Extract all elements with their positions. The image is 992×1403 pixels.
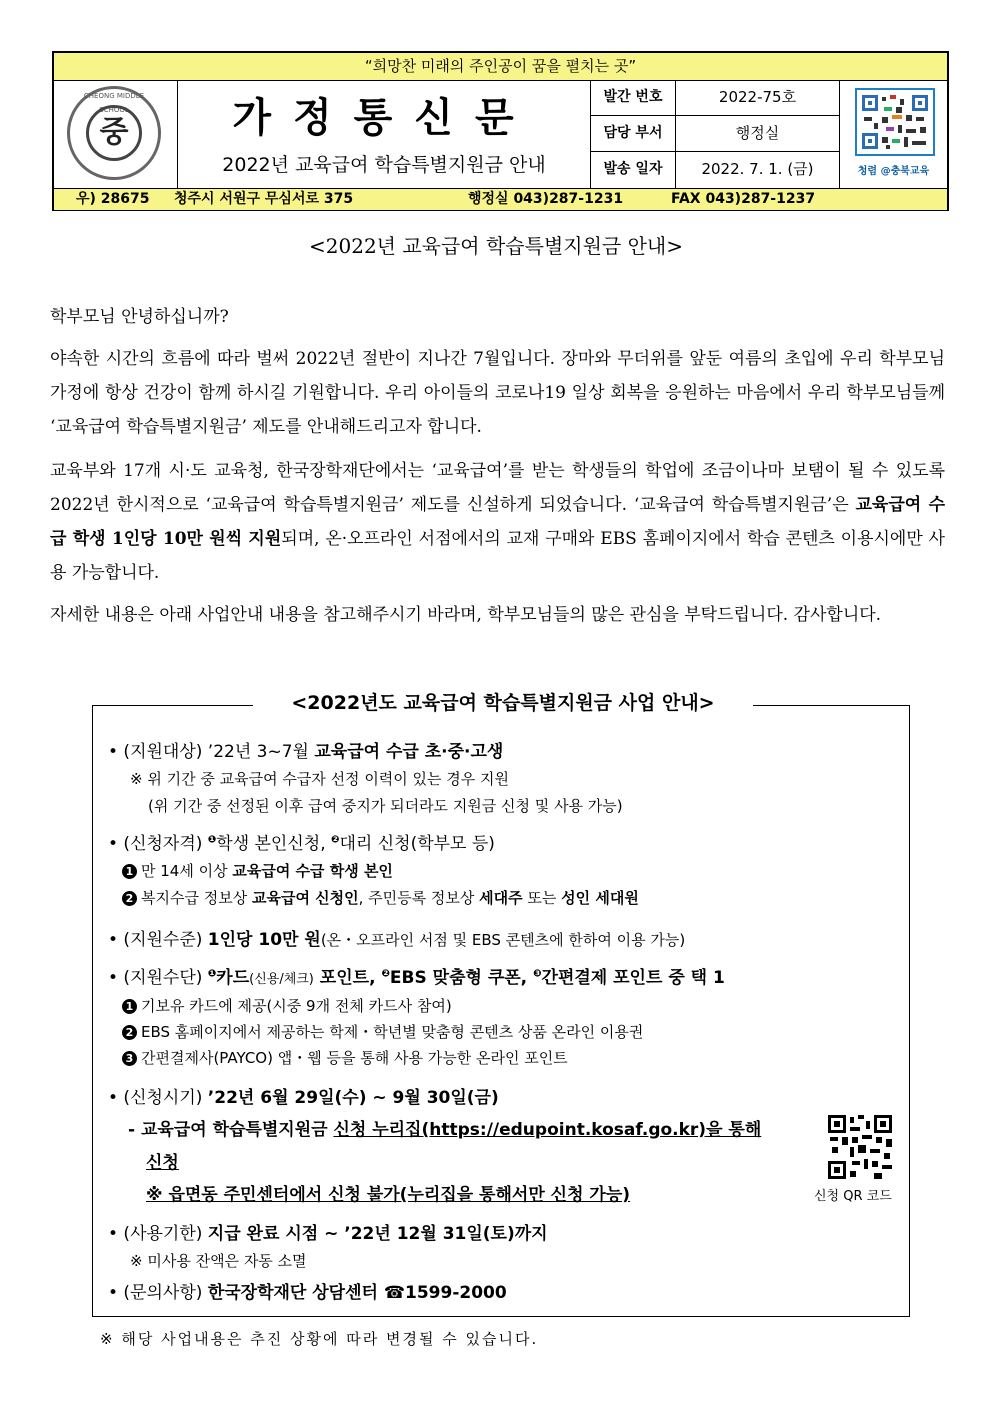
item-label: • (신청자격) — [108, 834, 208, 854]
number-marker: 2 — [122, 1025, 137, 1040]
period-detail-1-cont: 신청 — [146, 1153, 179, 1173]
qual-option-2: 대리 신청 — [339, 834, 411, 854]
means-ebs-coupon: EBS 맞춤형 쿠폰, — [389, 968, 534, 988]
paragraph-1: 야속한 시간의 흐름에 따라 벌써 2022년 절반이 지나간 7월입니다. 장마와 무더위를 앞둔 여름의 초입에 우리 학부모님 가정에 항상 건강이 함께 하시길 기원합니다. 우리 아이들의 코로나19 일상 회복을 응원하는 마음에서 우리 학부모님들께 ‘교육급여 학습특별지원금’ 제도를 안내해드리고자 합니다. — [50, 349, 945, 437]
footnote: ※ 해당 사업내용은 추진 상황에 따라 변경될 수 있습니다. — [100, 1330, 539, 1348]
item-qualification — [108, 829, 495, 854]
number-marker: 2 — [122, 891, 137, 906]
expiry-note: ※ 미사용 잔액은 자동 소멸 — [130, 1252, 307, 1270]
detail-text: 또는 — [522, 889, 562, 907]
detail-text: - 교육급여 학습특별지원금 — [128, 1120, 334, 1140]
header-qr-code[interactable] — [855, 88, 935, 156]
postal-code: 우) 28675 — [76, 191, 150, 207]
detail-text: 간편결제사(PAYCO) 앱・웹 등을 통해 사용 가능한 온라인 포인트 — [141, 1049, 568, 1067]
item-emphasis: 지급 완료 시점 ~ ’22년 12월 31일(토)까지 — [207, 1224, 548, 1244]
logo-cell — [54, 80, 178, 188]
meta-row-issue-number — [591, 80, 839, 116]
meta-table — [591, 80, 840, 188]
means-detail-1 — [122, 995, 452, 1016]
header-qr-cell — [840, 80, 947, 188]
number-marker-1: ❶ — [207, 834, 217, 846]
target-note-2: (위 기간 중 선정된 이후 급여 중지가 되더라도 지원금 신청 및 사용 가능) — [148, 797, 623, 815]
means-card-note: (신용/체크) — [249, 972, 314, 987]
item-contact — [108, 1278, 507, 1303]
number-marker: 1 — [122, 999, 137, 1014]
number-marker-3: ❸ — [533, 968, 542, 980]
detail-text: , 주민등록 정보상 — [358, 889, 480, 907]
qual-detail-1 — [122, 860, 393, 881]
item-emphasis: 교육급여 수급 초·중·고생 — [314, 742, 504, 762]
address-bar — [54, 188, 947, 210]
document-title: <2022년 교육급여 학습특별지원금 안내> — [309, 234, 683, 258]
item-label: • (지원수준) — [108, 930, 208, 950]
detail-text: 복지수급 정보상 — [141, 889, 252, 907]
street-address: 청주시 서원구 무심서로 375 — [174, 191, 354, 207]
paragraph-2-text-a: 교육부와 17개 시·도 교육청, 한국장학재단에서는 ‘교육급여’를 받는 학생들의 학업에 조금이나마 보탬이 될 수 있도록 2022년 한시적으로 ‘교육급여 학습특별지원금’ 제도를 신설하게 되었습니다. ‘교육급여 학습특별지원금’은 — [50, 461, 945, 515]
target-note-1: ※ 위 기간 중 교육급여 수급자 선정 이력이 있는 경우 지원 — [130, 770, 510, 788]
meta-row-department — [591, 116, 839, 152]
detail-emphasis: 교육급여 수급 학생 본인 — [232, 862, 393, 880]
application-qr-caption: 신청 QR 코드 — [814, 1189, 892, 1204]
item-support-means — [108, 963, 725, 988]
page-title: 가정통신문 — [232, 94, 536, 141]
title-cell — [178, 80, 591, 188]
meta-label: 발송 일자 — [591, 152, 676, 188]
item-label: • (신청시기) — [108, 1088, 208, 1108]
school-logo-emblem: 중 — [86, 105, 142, 161]
header-qr-caption: 청렴 @충북교육 — [857, 166, 930, 177]
period-detail-1 — [128, 1115, 761, 1140]
detail-text: EBS 홈페이지에서 제공하는 학제・학년별 맞춤형 콘텐츠 상품 온라인 이용권 — [141, 1023, 644, 1041]
detail-text: 만 14세 이상 — [141, 862, 233, 880]
item-emphasis: ’22년 6월 29일(수) ~ 9월 30일(금) — [207, 1088, 499, 1108]
detail-emphasis: 교육급여 신청인 — [251, 889, 359, 907]
paragraph-2-text-c: 되며, 온·오프라인 서점에서의 교재 구매와 EBS 홈페이지에서 학습 콘텐츠 이용시에만 사용 가능합니다. — [50, 529, 945, 583]
meta-value: 행정실 — [735, 124, 780, 142]
item-label: • (지원수단) — [108, 968, 208, 988]
item-emphasis: 한국장학재단 상담센터 ☎1599-2000 — [207, 1283, 507, 1303]
meta-row-send-date — [591, 152, 839, 188]
number-marker: 1 — [122, 864, 137, 879]
detail-emphasis: 세대주 — [479, 889, 523, 907]
number-marker-2: ❷ — [381, 968, 390, 980]
means-card-points: 포인트, — [313, 968, 382, 988]
application-site-link[interactable]: 신청 누리집(https://edupoint.kosaf.go.kr)을 통해 — [333, 1120, 762, 1140]
page-subtitle: 2022년 교육급여 학습특별지원금 안내 — [222, 154, 546, 176]
info-box-title: <2022년도 교육급여 학습특별지원금 사업 안내> — [253, 688, 753, 715]
number-marker: 3 — [122, 1051, 137, 1066]
item-application-period — [108, 1083, 499, 1108]
means-card: 카드 — [216, 968, 250, 988]
detail-text: 기보유 카드에 제공(시중 9개 전체 카드사 참여) — [141, 997, 452, 1015]
meta-label: 담당 부서 — [591, 116, 676, 151]
greeting: 학부모님 안녕하십니까? — [50, 307, 229, 327]
means-easy-pay: 간편결제 포인트 중 택 1 — [541, 968, 725, 988]
qr-code-icon — [860, 93, 930, 151]
item-support-level — [108, 925, 685, 950]
school-logo-ring-text: CHEONG MIDDLE SCHOOL — [83, 92, 145, 114]
item-label: • (지원대상) ’22년 3~7월 — [108, 742, 315, 762]
application-qr-code[interactable] — [828, 1115, 892, 1179]
qual-detail-2 — [122, 887, 639, 908]
paragraph-3: 자세한 내용은 아래 사업안내 내용을 참고해주시기 바라며, 학부모님들의 많은 관심을 부탁드립니다. 감사합니다. — [50, 605, 882, 625]
item-target — [108, 737, 503, 762]
paragraph-2 — [50, 454, 945, 590]
office-phone: 행정실 043)287-1231 — [468, 191, 624, 207]
number-marker-1: ❶ — [207, 968, 217, 980]
detail-emphasis: 성인 세대원 — [561, 889, 639, 907]
item-label: • (사용기한) — [108, 1224, 208, 1244]
item-note: (온・오프라인 서점 및 EBS 콘텐츠에 한하여 이용 가능) — [320, 931, 686, 949]
number-marker-2: ❷ — [331, 834, 340, 846]
school-motto: “희망찬 미래의 주인공이 꿈을 펼치는 곳” — [54, 53, 947, 81]
period-detail-2: ※ 읍면동 주민센터에서 신청 불가(누리집을 통해서만 신청 가능) — [146, 1185, 631, 1205]
school-logo — [67, 86, 161, 180]
meta-value: 2022. 7. 1. (금) — [701, 160, 814, 178]
qual-option-1: 학생 본인신청, — [216, 834, 332, 854]
means-detail-3 — [122, 1047, 568, 1068]
item-emphasis: 1인당 10만 원 — [207, 930, 321, 950]
meta-value: 2022-75호 — [718, 88, 797, 106]
paragraph-2-emphasis: 교육급여 수급 학생 1인당 10만 원씩 지원 — [50, 495, 946, 549]
newsletter-header — [52, 51, 949, 211]
qual-option-2-note: (학부모 등) — [410, 834, 495, 854]
fax-number: FAX 043)287-1237 — [671, 191, 816, 207]
item-usage-period — [108, 1219, 548, 1244]
item-label: • (문의사항) — [108, 1283, 208, 1303]
means-detail-2 — [122, 1021, 643, 1042]
meta-label: 발간 번호 — [591, 80, 676, 115]
